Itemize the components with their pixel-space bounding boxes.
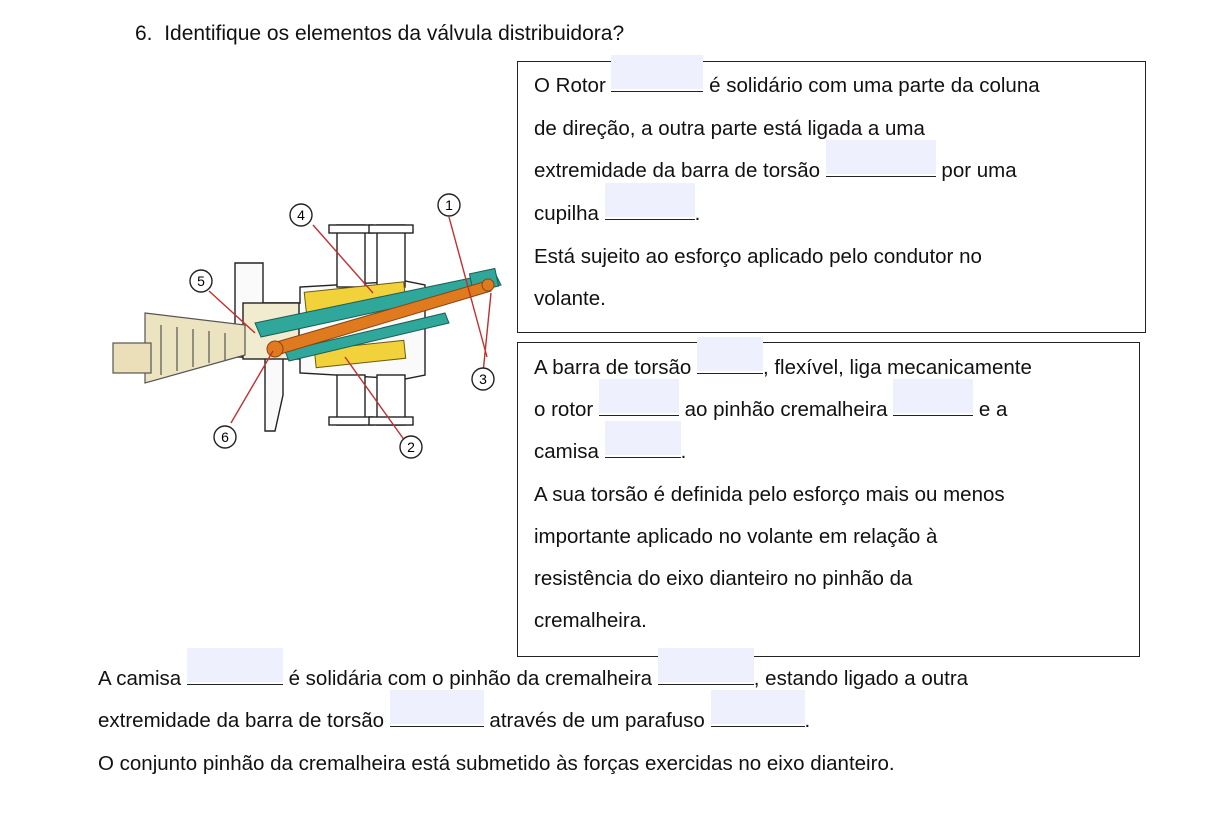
- svg-text:3: 3: [479, 371, 487, 387]
- answer-torsion-bar-1[interactable]: [826, 175, 936, 177]
- answer-camisa-2[interactable]: [187, 683, 283, 685]
- box1-line-6: volante.: [534, 287, 606, 310]
- callout-4: [290, 204, 312, 226]
- bottom-line-3: O conjunto pinhão da cremalheira está submetido às forças exercidas no eixo dianteiro.: [98, 752, 895, 775]
- rotor-description-box: [517, 61, 1146, 333]
- box1-line-5: Está sujeito ao esforço aplicado pelo condutor no: [534, 245, 982, 268]
- box1-line-4: cupilha .: [534, 202, 700, 226]
- answer-cupilha-input[interactable]: [605, 183, 695, 217]
- answer-camisa-input[interactable]: [605, 421, 681, 455]
- box1-line-3: extremidade da barra de torsão por uma: [534, 159, 1017, 183]
- callout-3: [472, 368, 494, 390]
- answer-pinion-2[interactable]: [658, 683, 754, 685]
- box2-line-2: o rotor ao pinhão cremalheira e a: [534, 398, 1007, 422]
- box2-line-6: resistência do eixo dianteiro no pinhão da: [534, 567, 913, 590]
- answer-rotor-2-input[interactable]: [599, 379, 679, 413]
- box1-line-1: O Rotor é solidário com uma parte da coluna: [534, 74, 1040, 98]
- callout-5: [190, 270, 212, 292]
- torsion-bar-description-box: [517, 342, 1140, 657]
- answer-torsion-bar-3[interactable]: [390, 725, 484, 727]
- svg-text:2: 2: [407, 439, 415, 455]
- question-title: [135, 22, 624, 46]
- answer-pinion-input[interactable]: [893, 379, 973, 413]
- box1-line-2: de direção, a outra parte está ligada a uma: [534, 117, 925, 140]
- answer-camisa-2-input[interactable]: [187, 648, 283, 682]
- answer-pinion[interactable]: [893, 414, 973, 416]
- box2-line-7: cremalheira.: [534, 609, 647, 632]
- answer-cupilha[interactable]: [605, 218, 695, 220]
- svg-text:1: 1: [445, 197, 453, 213]
- svg-text:4: 4: [297, 207, 305, 223]
- box2-line-1: A barra de torsão , flexível, liga mecanicamente: [534, 356, 1032, 380]
- answer-rotor[interactable]: [611, 90, 703, 92]
- answer-rotor-2[interactable]: [599, 414, 679, 416]
- box2-line-3: camisa .: [534, 440, 686, 464]
- callout-1: [438, 194, 460, 216]
- answer-torsion-bar-3-input[interactable]: [390, 690, 484, 724]
- answer-torsion-bar-2[interactable]: [697, 372, 763, 374]
- svg-text:5: 5: [197, 273, 205, 289]
- svg-text:6: 6: [221, 429, 229, 445]
- pinion-shaft: [113, 313, 245, 383]
- valve-diagram: [105, 185, 505, 465]
- answer-pinion-2-input[interactable]: [658, 648, 754, 682]
- question-text: Identifique os elementos da válvula distribuidora?: [164, 22, 625, 45]
- answer-parafuso[interactable]: [711, 725, 805, 727]
- box2-line-5: importante aplicado no volante em relação à: [534, 525, 938, 548]
- answer-camisa[interactable]: [605, 456, 681, 458]
- answer-torsion-bar-1-input[interactable]: [826, 140, 936, 174]
- bottom-line-1: A camisa é solidária com o pinhão da cremalheira , estando ligado a outra: [98, 667, 968, 691]
- answer-rotor-input[interactable]: [611, 55, 703, 89]
- answer-torsion-bar-2-input[interactable]: [697, 337, 763, 371]
- question-number: 6.: [135, 22, 153, 45]
- callout-6: [214, 426, 236, 448]
- answer-parafuso-input[interactable]: [711, 690, 805, 724]
- bottom-line-2: extremidade da barra de torsão através de um parafuso .: [98, 709, 810, 733]
- callout-2: [400, 436, 422, 458]
- box2-line-4: A sua torsão é definida pelo esforço mais ou menos: [534, 483, 1005, 506]
